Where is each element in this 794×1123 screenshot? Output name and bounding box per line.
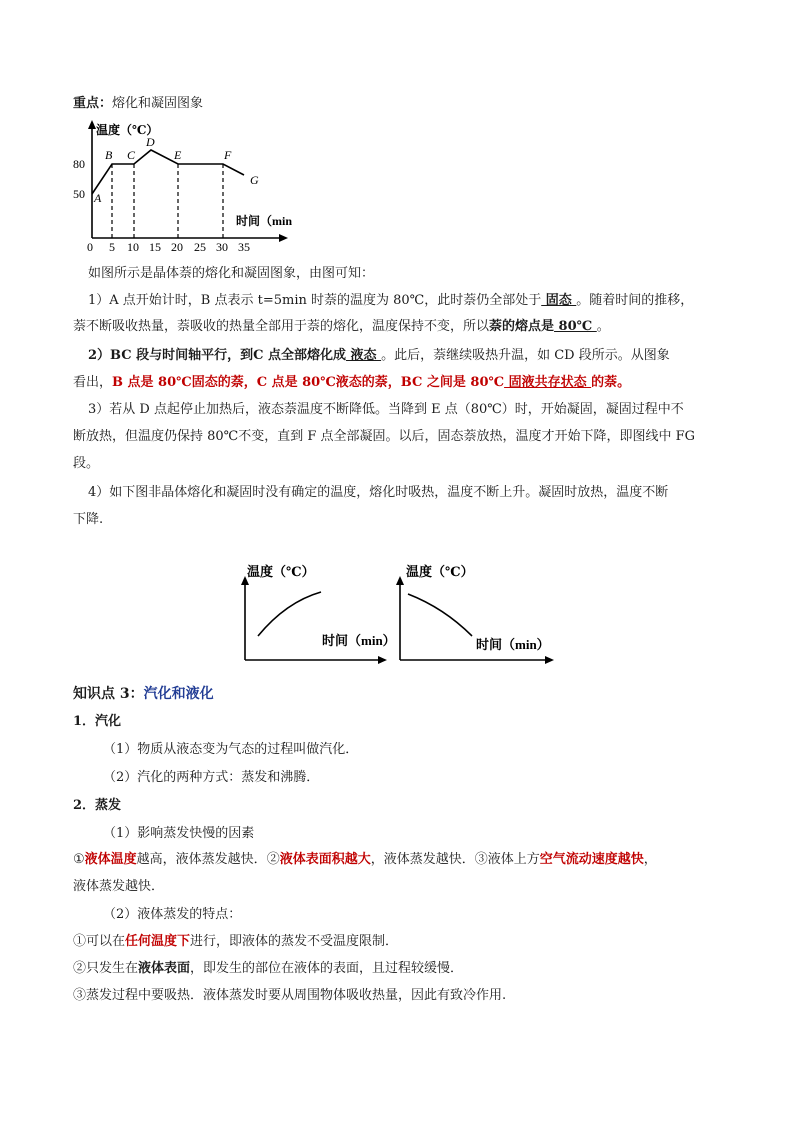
left-x-arrow <box>378 656 387 664</box>
p1-text-a: 1）A 点开始计时，B 点表示 t=5min 时萘的温度为 80℃，此时萘仍全部处于 <box>88 293 542 308</box>
ytick-50: 50 <box>73 187 85 201</box>
right-y-arrow <box>396 576 404 585</box>
char2-bold: 液体表面 <box>138 961 191 976</box>
p1-line2-text: 萘不断吸收热量，萘吸收的热量全部用于萘的熔化，温度保持不变，所以 <box>73 319 490 334</box>
factor3-red: 空气流动速度越快 <box>539 852 644 867</box>
p1-text-b: 。随着时间的推移， <box>576 293 694 308</box>
char1 <box>73 933 398 951</box>
p3-line3: 段。 <box>73 456 100 471</box>
point-f: F <box>224 148 232 162</box>
x-axis-arrow <box>279 234 288 242</box>
left-ylabel: 温度（℃） <box>247 564 315 579</box>
heading-title: 熔化和凝固图象 <box>112 96 204 111</box>
p1-blank-80: 80℃ <box>554 319 597 334</box>
char1-a: ①可以在 <box>73 934 126 949</box>
p1-melt-label: 萘的熔点是 <box>489 319 555 334</box>
right-x-arrow <box>545 656 554 664</box>
char2-a: ②只发生在 <box>73 961 139 976</box>
right-ylabel: 温度（℃） <box>406 564 474 579</box>
point-d: D <box>146 135 155 149</box>
left-xlabel: 时间（min） <box>322 633 396 648</box>
solidifying-curve <box>408 594 472 636</box>
p4-line2: 下降. <box>73 512 104 527</box>
s2-item2: （2）液体蒸发的特点： <box>103 907 242 922</box>
s1-item1: （1）物质从液态变为气态的过程叫做汽化． <box>103 742 359 757</box>
section-heading <box>73 95 203 113</box>
s2-factors-line1 <box>73 851 657 869</box>
xtick-20: 20 <box>171 240 183 254</box>
p3-line1: 3）若从 D 点起停止加热后，液态萘温度不断降低。当降到 E 点（80℃）时，开始凝固，凝固过程中不 <box>88 402 684 417</box>
xtick-5: 5 <box>109 240 115 254</box>
heading-prefix: 重点： <box>73 96 113 111</box>
xtick-0: 0 <box>87 240 93 254</box>
char1-red: 任何温度下 <box>125 934 191 949</box>
temperature-curve <box>92 150 244 194</box>
ytick-80: 80 <box>73 157 85 171</box>
factor2-num: ② <box>266 852 280 867</box>
factor1-text: 越高，液体蒸发越快． <box>136 852 267 867</box>
point-a: A <box>94 191 102 205</box>
graph1-ylabel: 温度（℃） <box>96 123 159 137</box>
s2-title: 2．蒸发 <box>73 798 122 813</box>
char1-b: 进行，即液体的蒸发不受温度限制． <box>190 934 399 949</box>
p2-red-text: B 点是 80℃固态的萘，C 点是 80℃液态的萘，BC 之间是 80℃ <box>112 375 505 390</box>
p2-blank-liquid: 液态 <box>346 348 382 363</box>
p2-line1 <box>88 347 670 365</box>
s1-item2: （2）汽化的两种方式：蒸发和沸腾． <box>103 770 320 785</box>
kp3-heading <box>73 685 214 703</box>
kp3-title: 汽化和液化 <box>143 686 214 702</box>
point-c: C <box>127 148 136 162</box>
s2-item1: （1）影响蒸发快慢的因素 <box>103 826 255 841</box>
p2-c-point: C 点全部熔化成 <box>253 348 347 363</box>
xtick-35: 35 <box>238 240 250 254</box>
p2-text-a: 2）BC 段与时间轴平行，到 <box>88 348 254 363</box>
p2-red-end: 的萘。 <box>591 375 631 390</box>
p2-line2-text: 看出， <box>73 375 113 390</box>
factor2-text: ，液体蒸发越快． <box>370 852 475 867</box>
factor1-red: 液体温度 <box>84 852 137 867</box>
p3-line2: 断放热，但温度仍保持 80℃不变，直到 F 点全部凝固。以后，固态萘放热，温度才开始下降，即图线中 FG <box>73 429 696 444</box>
intro-text: 如图所示是晶体萘的熔化和凝固图象，由图可知： <box>88 266 375 281</box>
p2-red-blank: 固液共存状态 <box>504 375 592 390</box>
p1-end: 。 <box>596 319 610 334</box>
p2-line2 <box>73 374 630 392</box>
char2 <box>73 960 463 978</box>
y-axis-arrow <box>88 120 96 129</box>
xtick-25: 25 <box>194 240 206 254</box>
factor3-num: ③ <box>474 852 488 867</box>
graph1-xlabel: 时间（min <box>236 214 293 228</box>
xtick-15: 15 <box>149 240 161 254</box>
right-xlabel: 时间（min） <box>476 637 550 652</box>
p1-line2 <box>73 318 610 336</box>
point-e: E <box>174 148 182 162</box>
point-g: G <box>250 173 259 187</box>
xtick-30: 30 <box>216 240 228 254</box>
p4-line1: 4）如下图非晶体熔化和凝固时没有确定的温度，熔化时吸热，温度不断上升。凝固时放热，温度不断 <box>88 485 669 500</box>
s1-title: 1．汽化 <box>73 714 122 729</box>
melting-graph <box>70 118 300 254</box>
p1-blank-solid: 固态 <box>541 293 577 308</box>
melting-curve <box>258 592 321 636</box>
xtick-10: 10 <box>127 240 139 254</box>
factor1-num: ① <box>73 852 85 867</box>
kp3-prefix: 知识点 3： <box>73 686 144 702</box>
char3: ③蒸发过程中要吸热．液体蒸发时要从周围物体吸收热量，因此有致冷作用. <box>73 988 507 1003</box>
p2-text-b: 。此后，萘继续吸热升温，如 CD 段所示。从图象 <box>381 348 670 363</box>
amorphous-graphs <box>236 556 566 668</box>
factor3-text: 液体上方 <box>487 852 540 867</box>
factor2-red: 液体表面积越大 <box>279 852 371 867</box>
factor3-end: ， <box>643 852 657 867</box>
char2-c: ，即发生的部位在液体的表面，且过程较缓慢． <box>190 961 464 976</box>
p1-line1 <box>88 292 693 310</box>
point-b: B <box>105 148 113 162</box>
s2-factors-line2: 液体蒸发越快． <box>73 879 165 894</box>
